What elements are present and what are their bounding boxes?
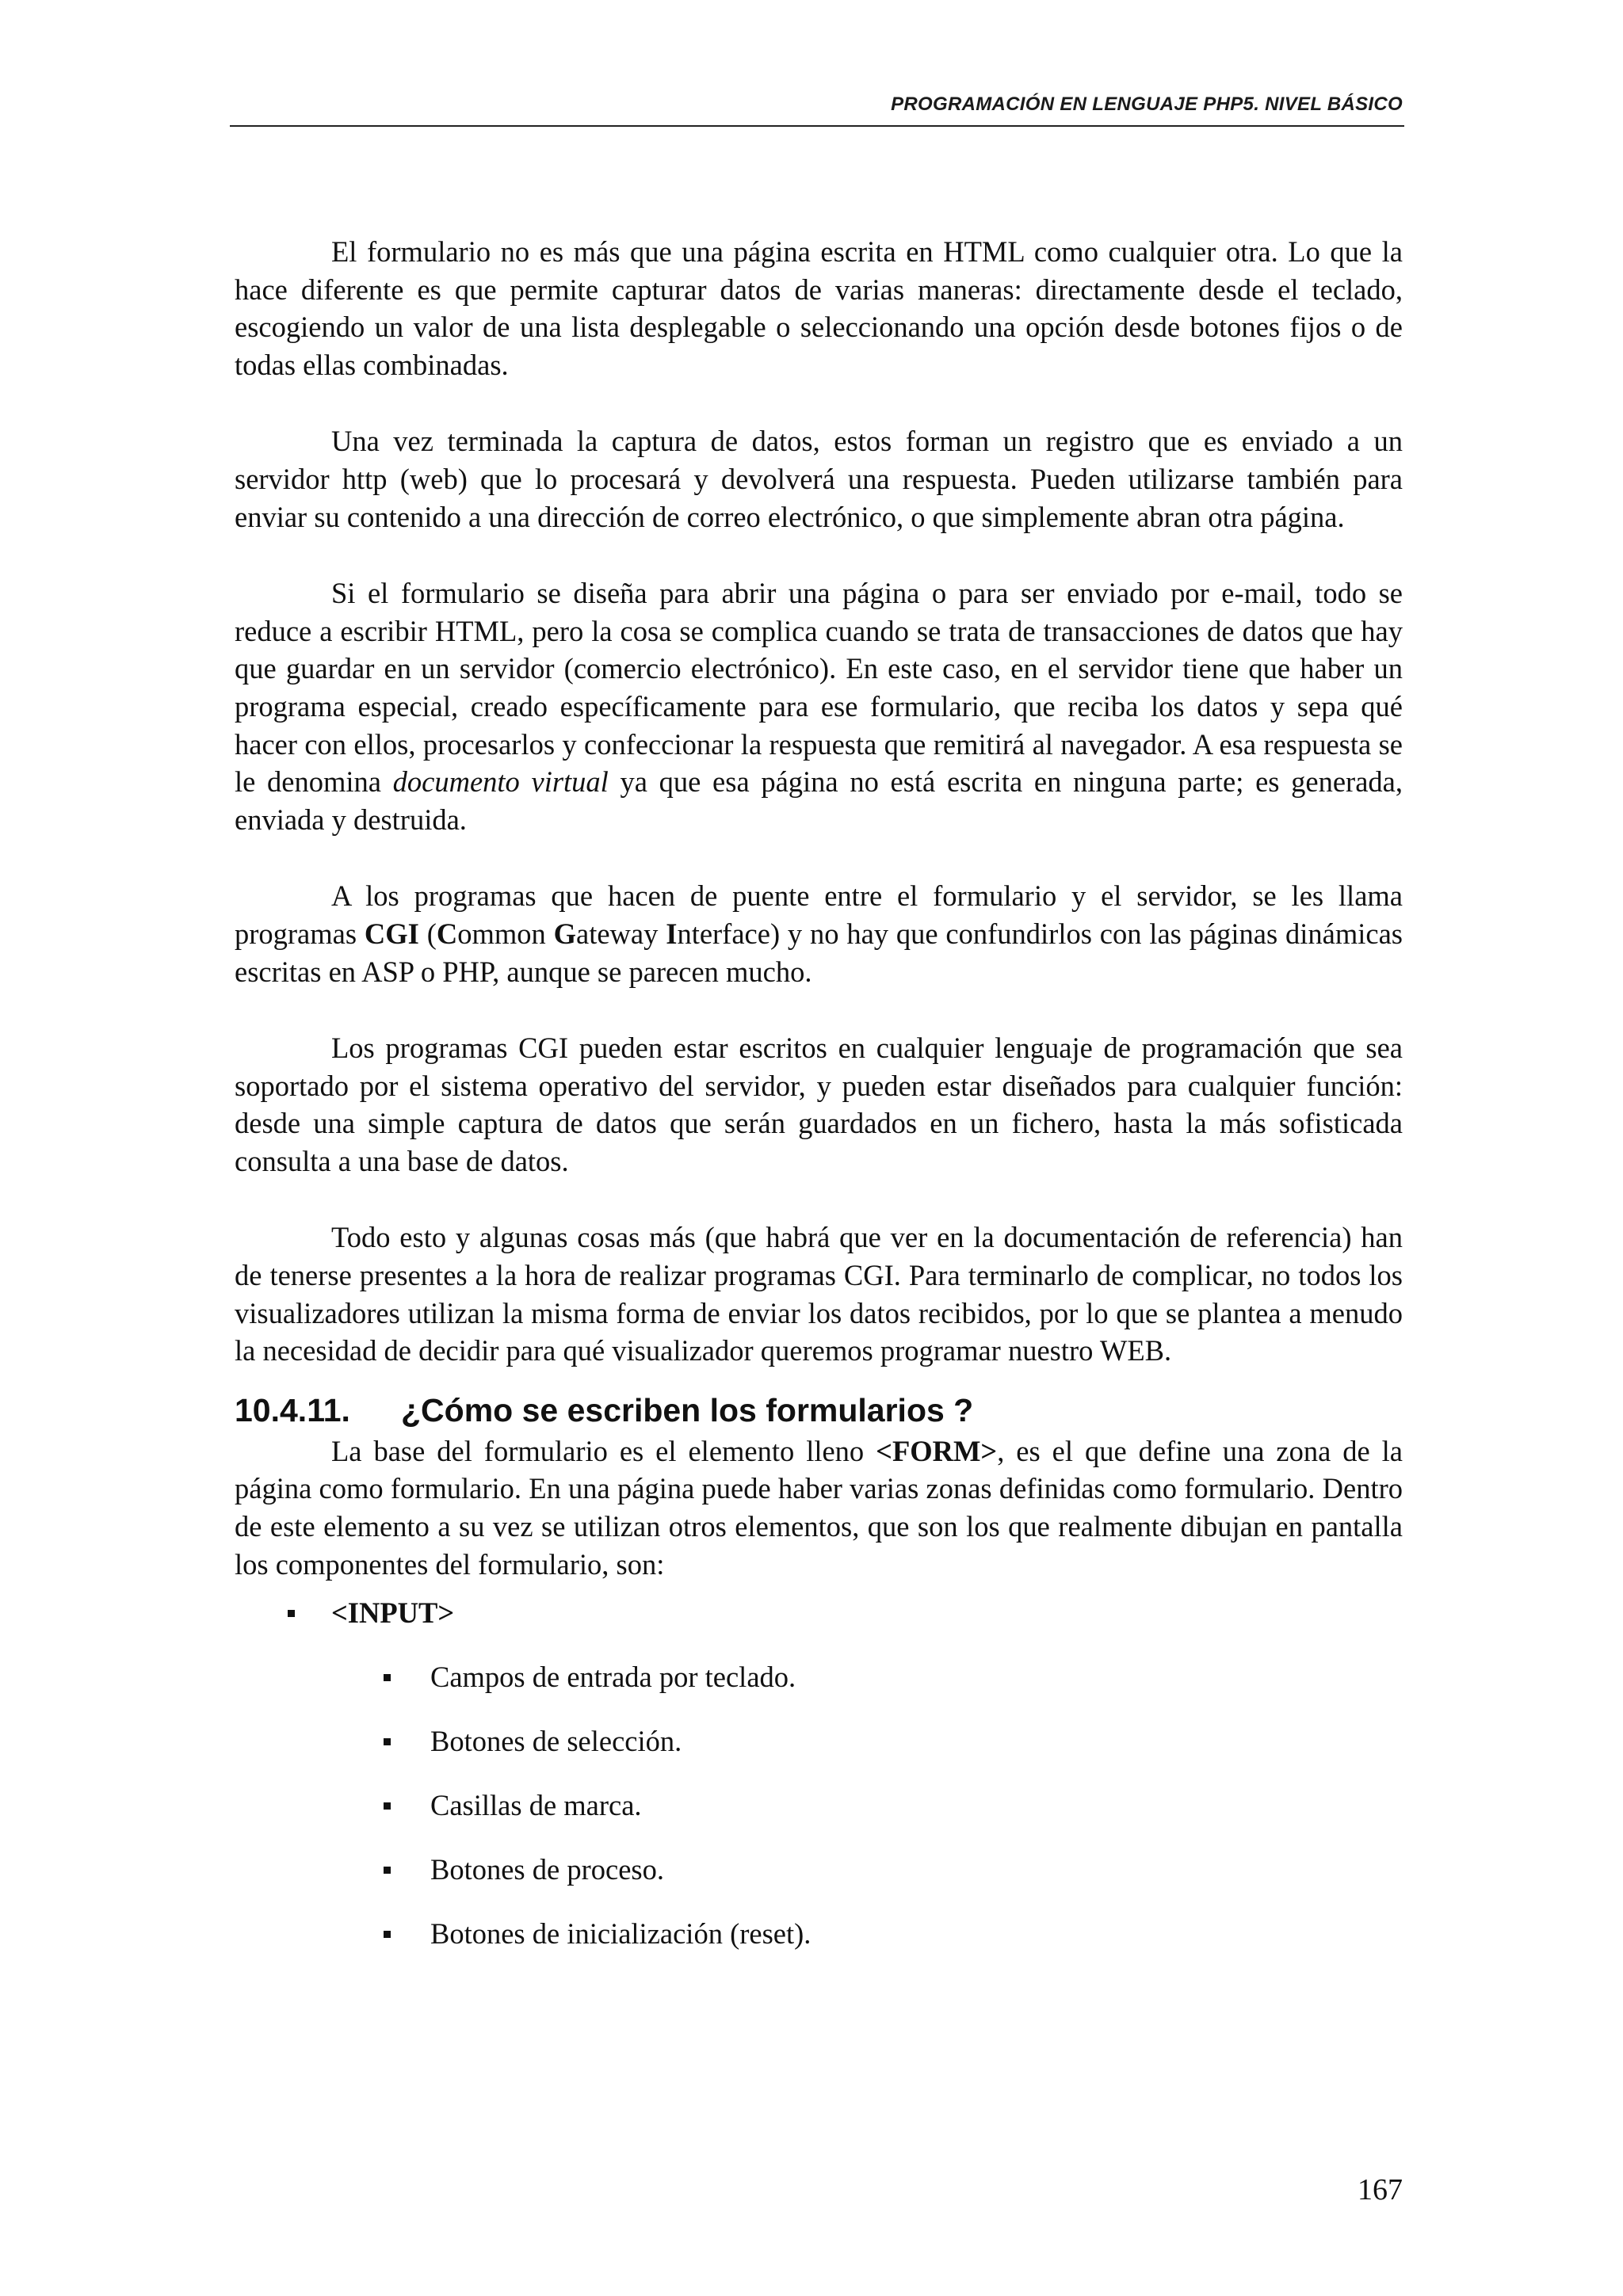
paragraph-4 (235, 877, 1403, 990)
acronym-word-gateway: ateway (576, 917, 666, 950)
list-item-label: Botones de selección. (430, 1725, 682, 1758)
section-intro (235, 1432, 1403, 1583)
section-intro-text-a: La base del formulario es el elemento lleno (331, 1434, 876, 1467)
section-intro-text-b: , es el que define una zona de la página como formulario. En una página puede haber varias zonas definidas como formulario. Dentro de este elemento a su vez se utilizan otros elementos, que son los que realmente dibujan en pantalla los componentes del formulario, son: (235, 1434, 1403, 1581)
section-number: 10.4.11. (235, 1391, 350, 1428)
square-bullet-icon (288, 1610, 295, 1617)
list-item-input (235, 1594, 1403, 1632)
paragraph-3-emphasis: documento virtual (392, 765, 609, 799)
list-item (235, 1787, 1403, 1825)
square-bullet-icon (384, 1931, 391, 1938)
square-bullet-icon (384, 1802, 391, 1810)
acronym-letter-i: I (666, 917, 678, 950)
running-header: PROGRAMACIÓN EN LENGUAJE PHP5. NIVEL BÁSICO (891, 93, 1403, 115)
paragraph-1: El formulario no es más que una página escrita en HTML como cualquier otra. Lo que la hace diferente es que permite capturar datos de varias maneras: directamente desde el teclado, escogiendo un valor de una lista desplegable o seleccionando una opción desde botones fijos o de todas ellas combinadas. (235, 235, 1403, 381)
square-bullet-icon (384, 1867, 391, 1874)
paragraph-2: Una vez terminada la captura de datos, estos forman un registro que es enviado a un servidor http (web) que lo procesará y devolverá una respuesta. Pueden utilizarse también para enviar su contenido a una dirección de correo electrónico, o que simplemente abran otra página. (235, 425, 1403, 533)
list-item (235, 1658, 1403, 1696)
list-item-label: Botones de inicialización (reset). (430, 1917, 812, 1951)
page-number: 167 (1358, 2173, 1403, 2206)
list-item (235, 1915, 1403, 1953)
section-heading (235, 1388, 1403, 1432)
cgi-term: CGI (364, 917, 419, 950)
input-tag-label: <INPUT> (331, 1596, 455, 1630)
paragraph-5: Los programas CGI pueden estar escritos en cualquier lenguaje de programación que sea soportado por el sistema operativo del servidor, y pueden estar diseñados para cualquier función: desde una simple captura de datos que serán guardados en un fichero, hasta la más sofisticada consulta a una base de datos. (235, 1032, 1403, 1177)
square-bullet-icon (384, 1738, 391, 1745)
paragraph-6: Todo esto y algunas cosas más (que habrá que ver en la documentación de referencia) han de tenerse presentes a la hora de realizar programas CGI. Para terminarlo de complicar, no todos los visualizadores utilizan la misma forma de enviar los datos recibidos, por lo que se plantea a menudo la necesidad de decidir para qué visualizador queremos programar nuestro WEB. (235, 1221, 1403, 1367)
paragraph-4-text-c: nterface) y no hay que confundirlos con las páginas dinámicas escritas en ASP o PHP, aunque se parecen mucho. (235, 917, 1403, 988)
acronym-letter-c: C (436, 917, 458, 950)
paragraph-3-text-a: Si el formulario se diseña para abrir una página o para ser enviado por e-mail, todo se reduce a escribir HTML, pero la cosa se complica cuando se trata de transacciones de datos que hay que guardar en un servidor (comercio electrónico). En este caso, en el servidor tiene que haber un programa especial, creado específicamente para ese formulario, que reciba los datos y sepa qué hacer con ellos, procesarlos y confeccionar la respuesta que remitirá al navegador. A esa respuesta se le denomina (235, 577, 1403, 799)
acronym-word-common: ommon (457, 917, 554, 950)
acronym-letter-g: G (553, 917, 577, 950)
form-tag: <FORM> (876, 1434, 998, 1467)
list-item-label: Campos de entrada por teclado. (430, 1661, 796, 1694)
section-title: ¿Cómo se escriben los formularios ? (401, 1391, 974, 1428)
paragraph-3 (235, 574, 1403, 838)
list-item-label: Botones de proceso. (430, 1853, 664, 1886)
elements-list (235, 1594, 1403, 1953)
list-item (235, 1851, 1403, 1889)
list-item (235, 1722, 1403, 1760)
header-rule (230, 125, 1404, 127)
square-bullet-icon (384, 1674, 391, 1681)
paragraph-4-text-b: ( (418, 917, 437, 950)
paragraph-4-text-a: A los programas que hacen de puente entre el formulario y el servidor, se les llama programas (235, 879, 1403, 950)
list-item-label: Casillas de marca. (430, 1789, 642, 1822)
paragraph-3-text-b: ya que esa página no está escrita en ninguna parte; es generada, enviada y destruida. (235, 765, 1403, 836)
body-text (235, 233, 1403, 1979)
